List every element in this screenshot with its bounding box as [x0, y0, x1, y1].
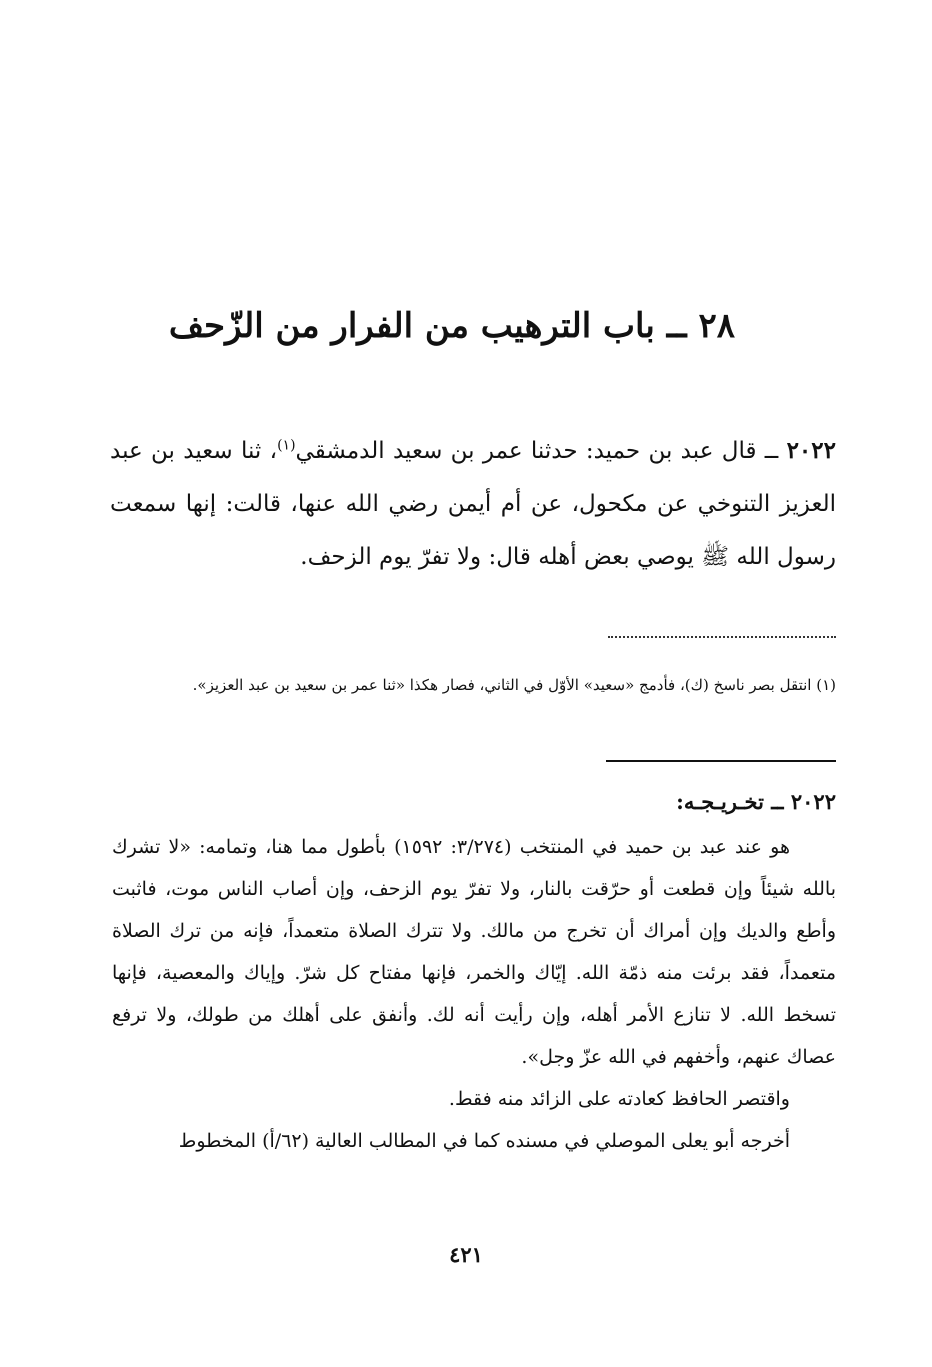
hadith-text: [110, 424, 836, 584]
takhrij-paragraph-2: واقتصر الحافظ كعادته على الزائد منه فقط.: [448, 1088, 790, 1110]
footnote-reference-marker: (١): [277, 437, 296, 454]
takhrij-heading: ٢٠٢٢ ــ تخـريـجـه:: [676, 789, 836, 814]
footnote: (١) انتقل بصر ناسخ (ك)، فأدمج «سعيد» الأوّل في الثاني، فصار هكذا «ثنا عمر بن سعيد بن عبد العزيز».: [192, 676, 836, 694]
section-divider-rule: [606, 760, 836, 762]
page-number: ٤٢١: [449, 1242, 483, 1267]
takhrij-paragraph-1: هو عند عبد بن حميد في المنتخب (٣/٢٧٤: ١٥٩٢) بأطول مما هنا، وتمامه: «لا تشرك بالله شيئاً وإن قطعت أو حرّقت بالنار، ولا تفرّ يوم الزحف، وإن أصاب الناس موت، فاثبت وأطع والديك وإن أمراك أن تخرج من مالك. ولا تترك الصلاة متعمداً، فإنه من ترك الصلاة متعمداً، فقد برئت منه ذمّة الله. إيّاك والخمر، فإنها مفتاح كل شرّ. وإياك والمعصية، فإنها تسخط الله. لا تنازع الأمر أهله، وإن رأيت أنه لك. وأنفق على أهلك من طولك، ولا ترفع عصاك عنهم، وأخفهم في الله عزّ وجل».: [112, 836, 836, 1068]
takhrij-body: [112, 826, 836, 1162]
hadith-separator: ــ: [756, 438, 787, 464]
chapter-title: ٢٨ ــ باب الترهيب من الفرار من الزّحف: [168, 306, 735, 346]
hadith-number: ٢٠٢٢: [786, 437, 836, 464]
footnote-separator-dots: [608, 636, 836, 644]
takhrij-paragraph-3: أخرجه أبو يعلى الموصلي في مسنده كما في المطالب العالية (٦٢/أ) المخطوط: [178, 1130, 790, 1152]
hadith-text-part-2: ، ثنا سعيد بن عبد العزيز التنوخي عن مكحول، عن أم أيمن رضي الله عنها، قالت: إنها سمعت رسول الله ﷺ يوصي بعض أهله قال: ولا تفرّ يوم الزحف.: [110, 438, 836, 570]
hadith-text-part-1: قال عبد بن حميد: حدثنا عمر بن سعيد الدمشقي: [295, 438, 757, 464]
